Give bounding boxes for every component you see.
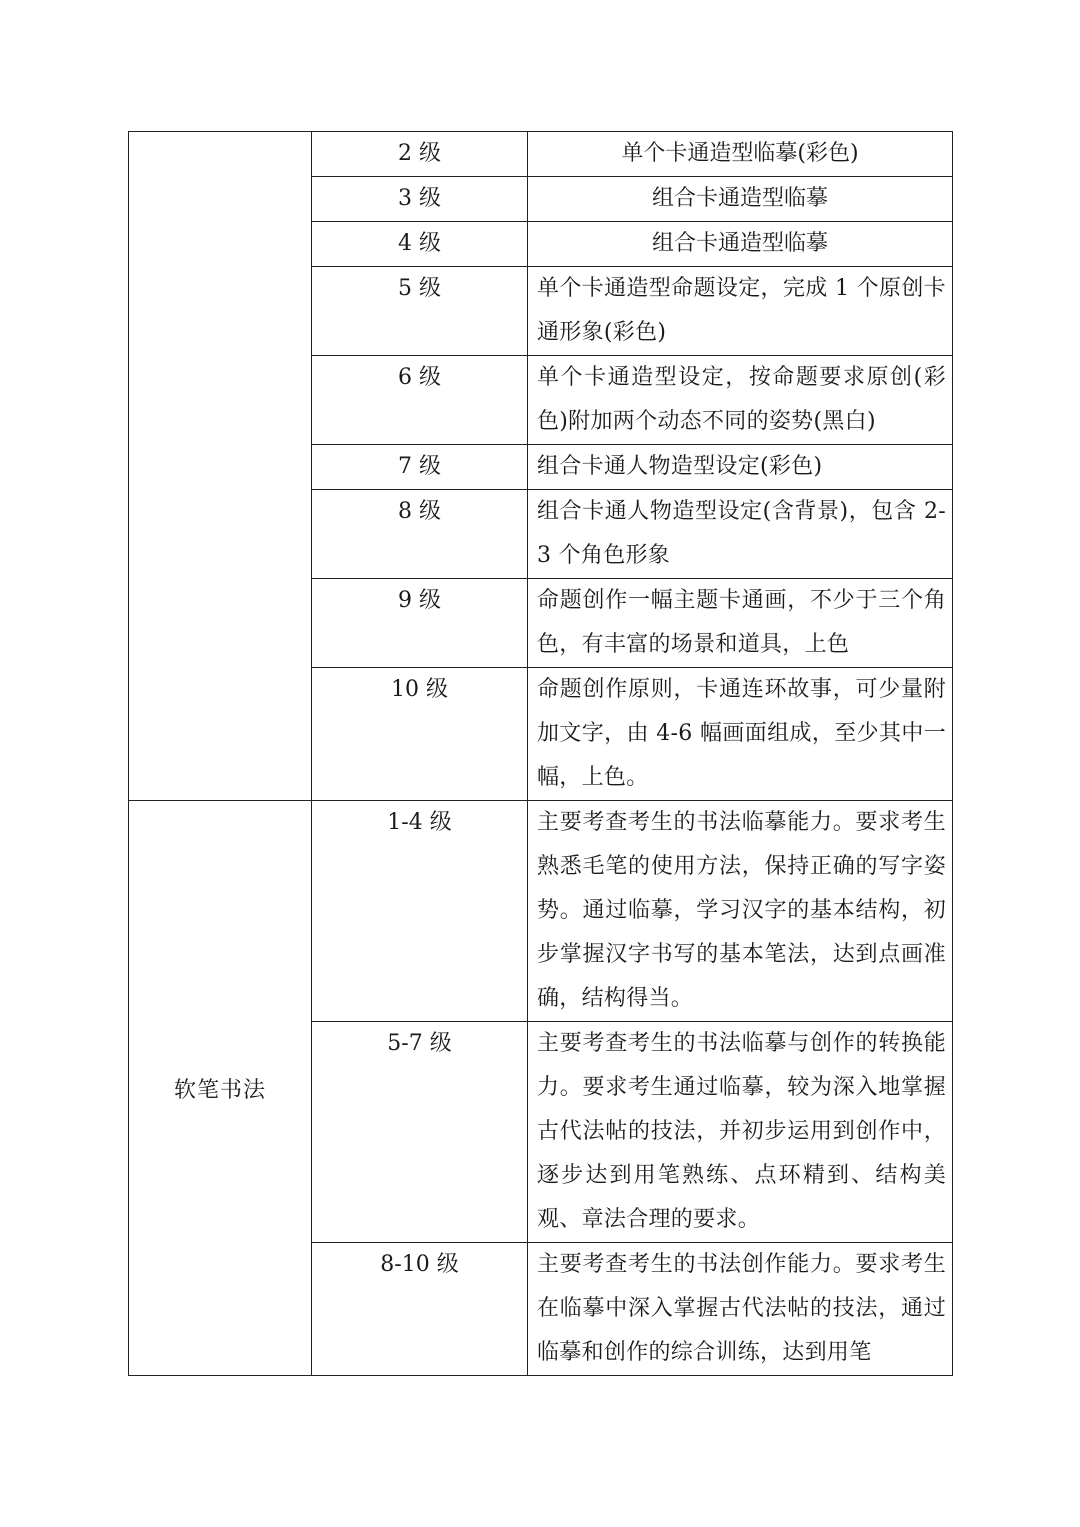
description-text: 主要考查考生的书法临摹与创作的转换能力。要求考生通过临摹，较为深入地掌握古代法帖的技法，并初步运用到创作中，逐步达到用笔熟练、点环精到、结构美观、章法合理的要求。 <box>537 1031 946 1232</box>
exam-level-table <box>128 131 953 1376</box>
level-label: 8-10 级 <box>380 1252 459 1277</box>
category-cell-calligraphy <box>129 801 312 1376</box>
level-label: 3 级 <box>398 186 441 211</box>
description-cell <box>528 267 953 356</box>
table-row <box>129 801 953 1022</box>
description-cell <box>528 801 953 1022</box>
description-text: 命题创作一幅主题卡通画，不少于三个角色，有丰富的场景和道具，上色 <box>537 588 946 657</box>
description-text: 组合卡通人物造型设定(彩色) <box>537 454 823 479</box>
level-cell <box>312 356 528 445</box>
description-cell <box>528 668 953 801</box>
description-text: 组合卡通造型临摹 <box>651 186 828 211</box>
level-label: 7 级 <box>398 454 441 479</box>
description-cell <box>528 1022 953 1243</box>
level-label: 1-4 级 <box>387 810 452 835</box>
description-text: 单个卡通造型临摹(彩色) <box>621 141 859 166</box>
table-row <box>129 132 953 177</box>
description-cell <box>528 445 953 490</box>
description-text: 主要考查考生的书法创作能力。要求考生在临摹中深入掌握古代法帖的技法，通过临摹和创作的综合训练，达到用笔 <box>537 1252 946 1365</box>
description-text: 单个卡通造型设定，按命题要求原创(彩色)附加两个动态不同的姿势(黑白) <box>537 365 946 434</box>
level-label: 4 级 <box>398 231 441 256</box>
description-text: 命题创作原则，卡通连环故事，可少量附加文字，由 4-6 幅画面组成，至少其中一幅，上色。 <box>537 677 946 790</box>
description-cell <box>528 132 953 177</box>
level-cell <box>312 132 528 177</box>
description-text: 组合卡通造型临摹 <box>651 231 828 256</box>
description-text: 单个卡通造型命题设定，完成 1 个原创卡通形象(彩色) <box>537 276 946 345</box>
level-label: 2 级 <box>398 141 441 166</box>
level-cell <box>312 222 528 267</box>
level-cell <box>312 490 528 579</box>
level-cell <box>312 1022 528 1243</box>
level-label: 5 级 <box>398 276 441 301</box>
level-cell <box>312 579 528 668</box>
level-cell <box>312 668 528 801</box>
description-cell <box>528 579 953 668</box>
category-cell-cartoon <box>129 132 312 801</box>
description-cell <box>528 356 953 445</box>
level-cell <box>312 1243 528 1376</box>
description-cell <box>528 1243 953 1376</box>
description-cell <box>528 490 953 579</box>
level-label: 10 级 <box>391 677 448 702</box>
level-cell <box>312 267 528 356</box>
description-text: 组合卡通人物造型设定(含背景)，包含 2-3 个角色形象 <box>537 499 946 568</box>
level-cell <box>312 177 528 222</box>
level-label: 9 级 <box>398 588 441 613</box>
level-cell <box>312 801 528 1022</box>
description-text: 主要考查考生的书法临摹能力。要求考生熟悉毛笔的使用方法，保持正确的写字姿势。通过临摹，学习汉字的基本结构，初步掌握汉字书写的基本笔法，达到点画准确，结构得当。 <box>537 810 946 1011</box>
level-label: 6 级 <box>398 365 441 390</box>
level-label: 8 级 <box>398 499 441 524</box>
category-label: 软笔书法 <box>173 1077 266 1103</box>
description-cell <box>528 177 953 222</box>
description-cell <box>528 222 953 267</box>
level-cell <box>312 445 528 490</box>
level-label: 5-7 级 <box>387 1031 452 1056</box>
